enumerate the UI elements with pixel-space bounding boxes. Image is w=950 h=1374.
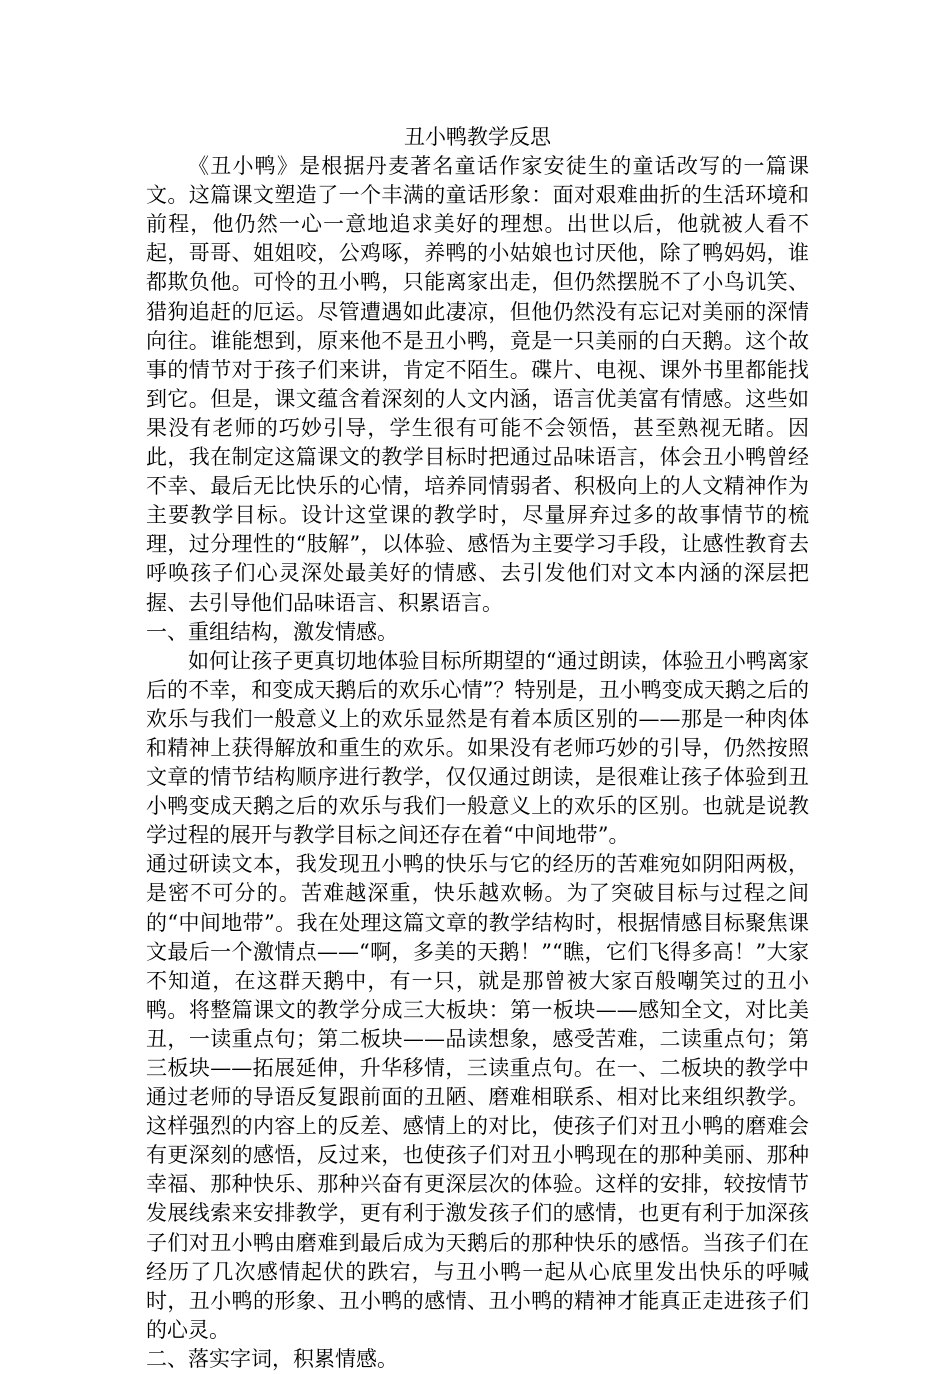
section-1-paragraph-2: 通过研读文本，我发现丑小鸭的快乐与它的经历的苦难宛如阴阳两极，是密不可分的。苦难越深重，快乐越欢畅。为了突破目标与过程之间的“中间地带”。我在处理这篇文章的教学结构时，根据情感目标聚焦课文最后一个激情点——“啊，多美的天鹅！”“瞧，它们飞得多高！”大家不知道，在这群天鹅中，有一只，就是那曾被大家百般嘲笑过的丑小鸭。将整篇课文的教学分成三大板块：第一板块——感知全文，对比美丑，一读重点句；第二板块——品读想象，感受苦难，二读重点句；第三板块——拓展延伸，升华移情，三读重点句。在一、二板块的教学中通过老师的导语反复跟前面的丑陋、磨难相联系、相对比来组织教学。这样强烈的内容上的反差、感情上的对比，使孩子们对丑小鸭的磨难会有更深刻的感悟，反过来，也使孩子们对丑小鸭现在的那种美丽、那种幸福、那种快乐、那种兴奋有更深层次的体验。这样的安排，较按情节发展线索来安排教学，更有利于激发孩子们的感情，也更有利于加深孩子们对丑小鸭由磨难到最后成为天鹅后的那种快乐的感悟。当孩子们在经历了几次感情起伏的跌宕，与丑小鸭一起从心底里发出快乐的呼喊时，丑小鸭的形象、丑小鸭的感情、丑小鸭的精神才能真正走进孩子们的心灵。	[146, 852, 809, 1342]
section-heading-1: 一、重组结构，激发情感。	[146, 619, 398, 644]
document-page	[146, 123, 809, 1374]
section-heading-2: 二、落实字词，积累情感。	[146, 1346, 398, 1371]
section-1-paragraph-1: 如何让孩子更真切地体验目标所期望的“通过朗读，体验丑小鸭离家后的不幸，和变成天鹅后的欢乐心情”？特别是，丑小鸭变成天鹅之后的欢乐与我们一般意义上的欢乐显然是有着本质区别的——那是一种肉体和精神上获得解放和重生的欢乐。如果没有老师巧妙的引导，仍然按照文章的情节结构顺序进行教学，仅仅通过朗读，是很难让孩子体验到丑小鸭变成天鹅之后的欢乐与我们一般意义上的欢乐的区别。也就是说教学过程的展开与教学目标之间还存在着“中间地带”。	[146, 648, 809, 848]
intro-paragraph: 《丑小鸭》是根据丹麦著名童话作家安徒生的童话改写的一篇课文。这篇课文塑造了一个丰满的童话形象：面对艰难曲折的生活环境和前程，他仍然一心一意地追求美好的理想。出世以后，他就被人看不起，哥哥、姐姐咬，公鸡啄，养鸭的小姑娘也讨厌他，除了鸭妈妈，谁都欺负他。可怜的丑小鸭，只能离家出走，但仍然摆脱不了小鸟讥笑、猎狗追赶的厄运。尽管遭遇如此凄凉，但他仍然没有忘记对美丽的深情向往。谁能想到，原来他不是丑小鸭，竟是一只美丽的白天鹅。这个故事的情节对于孩子们来讲，肯定不陌生。碟片、电视、课外书里都能找到它。但是，课文蕴含着深刻的人文内涵，语言优美富有情感。这些如果没有老师的巧妙引导，学生很有可能不会领悟，甚至熟视无睹。因此，我在制定这篇课文的教学目标时把通过品味语言，体会丑小鸭曾经不幸、最后无比快乐的心情，培养同情弱者、积极向上的人文精神作为主要教学目标。设计这堂课的教学时，尽量屏弃过多的故事情节的梳理，过分理性的“肢解”，以体验、感悟为主要学习手段，让感性教育去呼唤孩子们心灵深处最美好的情感、去引发他们对文本内涵的深层把握、去引导他们品味语言、积累语言。	[146, 154, 809, 615]
document-title: 丑小鸭教学反思	[404, 125, 551, 149]
